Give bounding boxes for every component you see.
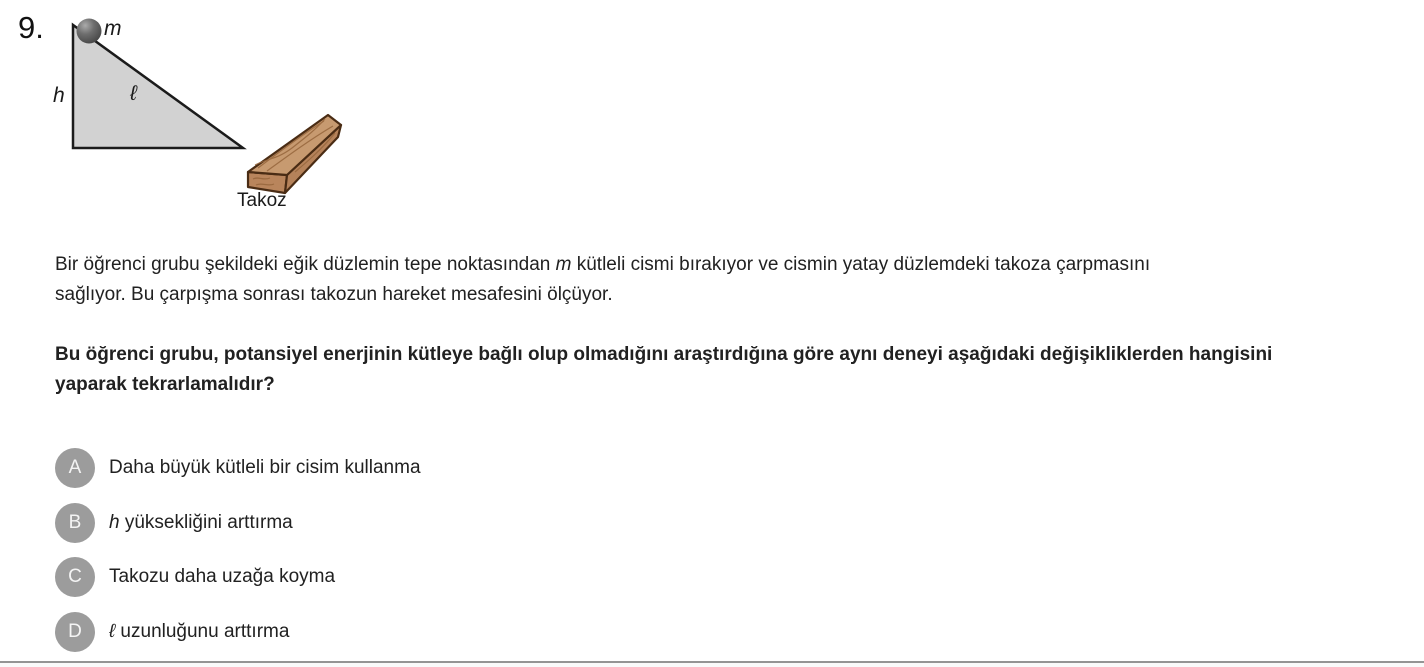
mass-label: m (104, 17, 122, 40)
question-content (55, 250, 1417, 666)
incline-triangle (73, 25, 243, 148)
statement-line1-pre: Bir öğrenci grubu şekildeki eğik düzlemin tepe noktasından (55, 254, 556, 275)
option-b[interactable] (55, 503, 1417, 543)
incline-diagram (0, 0, 420, 235)
height-label: h (53, 84, 65, 107)
statement-line2: sağlıyor. Bu çarpışma sonrası takozun hareket mesafesini ölçüyor. (55, 284, 613, 305)
wood-block (248, 115, 341, 193)
question-line2: yaparak tekrarlamalıdır? (55, 374, 275, 395)
option-d-text: ℓ uzunluğunu arttırma (109, 620, 290, 642)
incline-diagram-svg (0, 0, 420, 235)
statement-line1-post: kütleli cismi bırakıyor ve cismin yatay düzlemdeki takoza çarpmasını (571, 254, 1151, 275)
option-a-text: Daha büyük kütleli bir cisim kullanma (109, 457, 421, 478)
mass-ball (77, 19, 102, 44)
question-number: 9. (18, 10, 44, 45)
option-d-letter-badge[interactable]: D (55, 612, 95, 652)
option-c[interactable] (55, 557, 1417, 597)
option-a[interactable] (55, 448, 1417, 488)
card-bottom-border (0, 661, 1424, 667)
option-d[interactable] (55, 612, 1417, 652)
options-list (55, 448, 1417, 652)
question-line1: Bu öğrenci grubu, potansiyel enerjinin kütleye bağlı olup olmadığını araştırdığına göre aynı deneyi aşağıdaki değişikliklerden hangisini (55, 344, 1273, 365)
block-label: Takoz (237, 190, 287, 211)
option-b-letter-badge[interactable]: B (55, 503, 95, 543)
problem-statement (55, 250, 1417, 310)
statement-mass-symbol: m (555, 254, 572, 275)
option-a-letter-badge[interactable]: A (55, 448, 95, 488)
option-b-text: h yüksekliğini arttırma (109, 511, 293, 533)
question-text (55, 340, 1417, 400)
option-c-text: Takozu daha uzağa koyma (109, 566, 336, 587)
option-c-letter-badge[interactable]: C (55, 557, 95, 597)
incline-length-label: ℓ (130, 82, 137, 105)
